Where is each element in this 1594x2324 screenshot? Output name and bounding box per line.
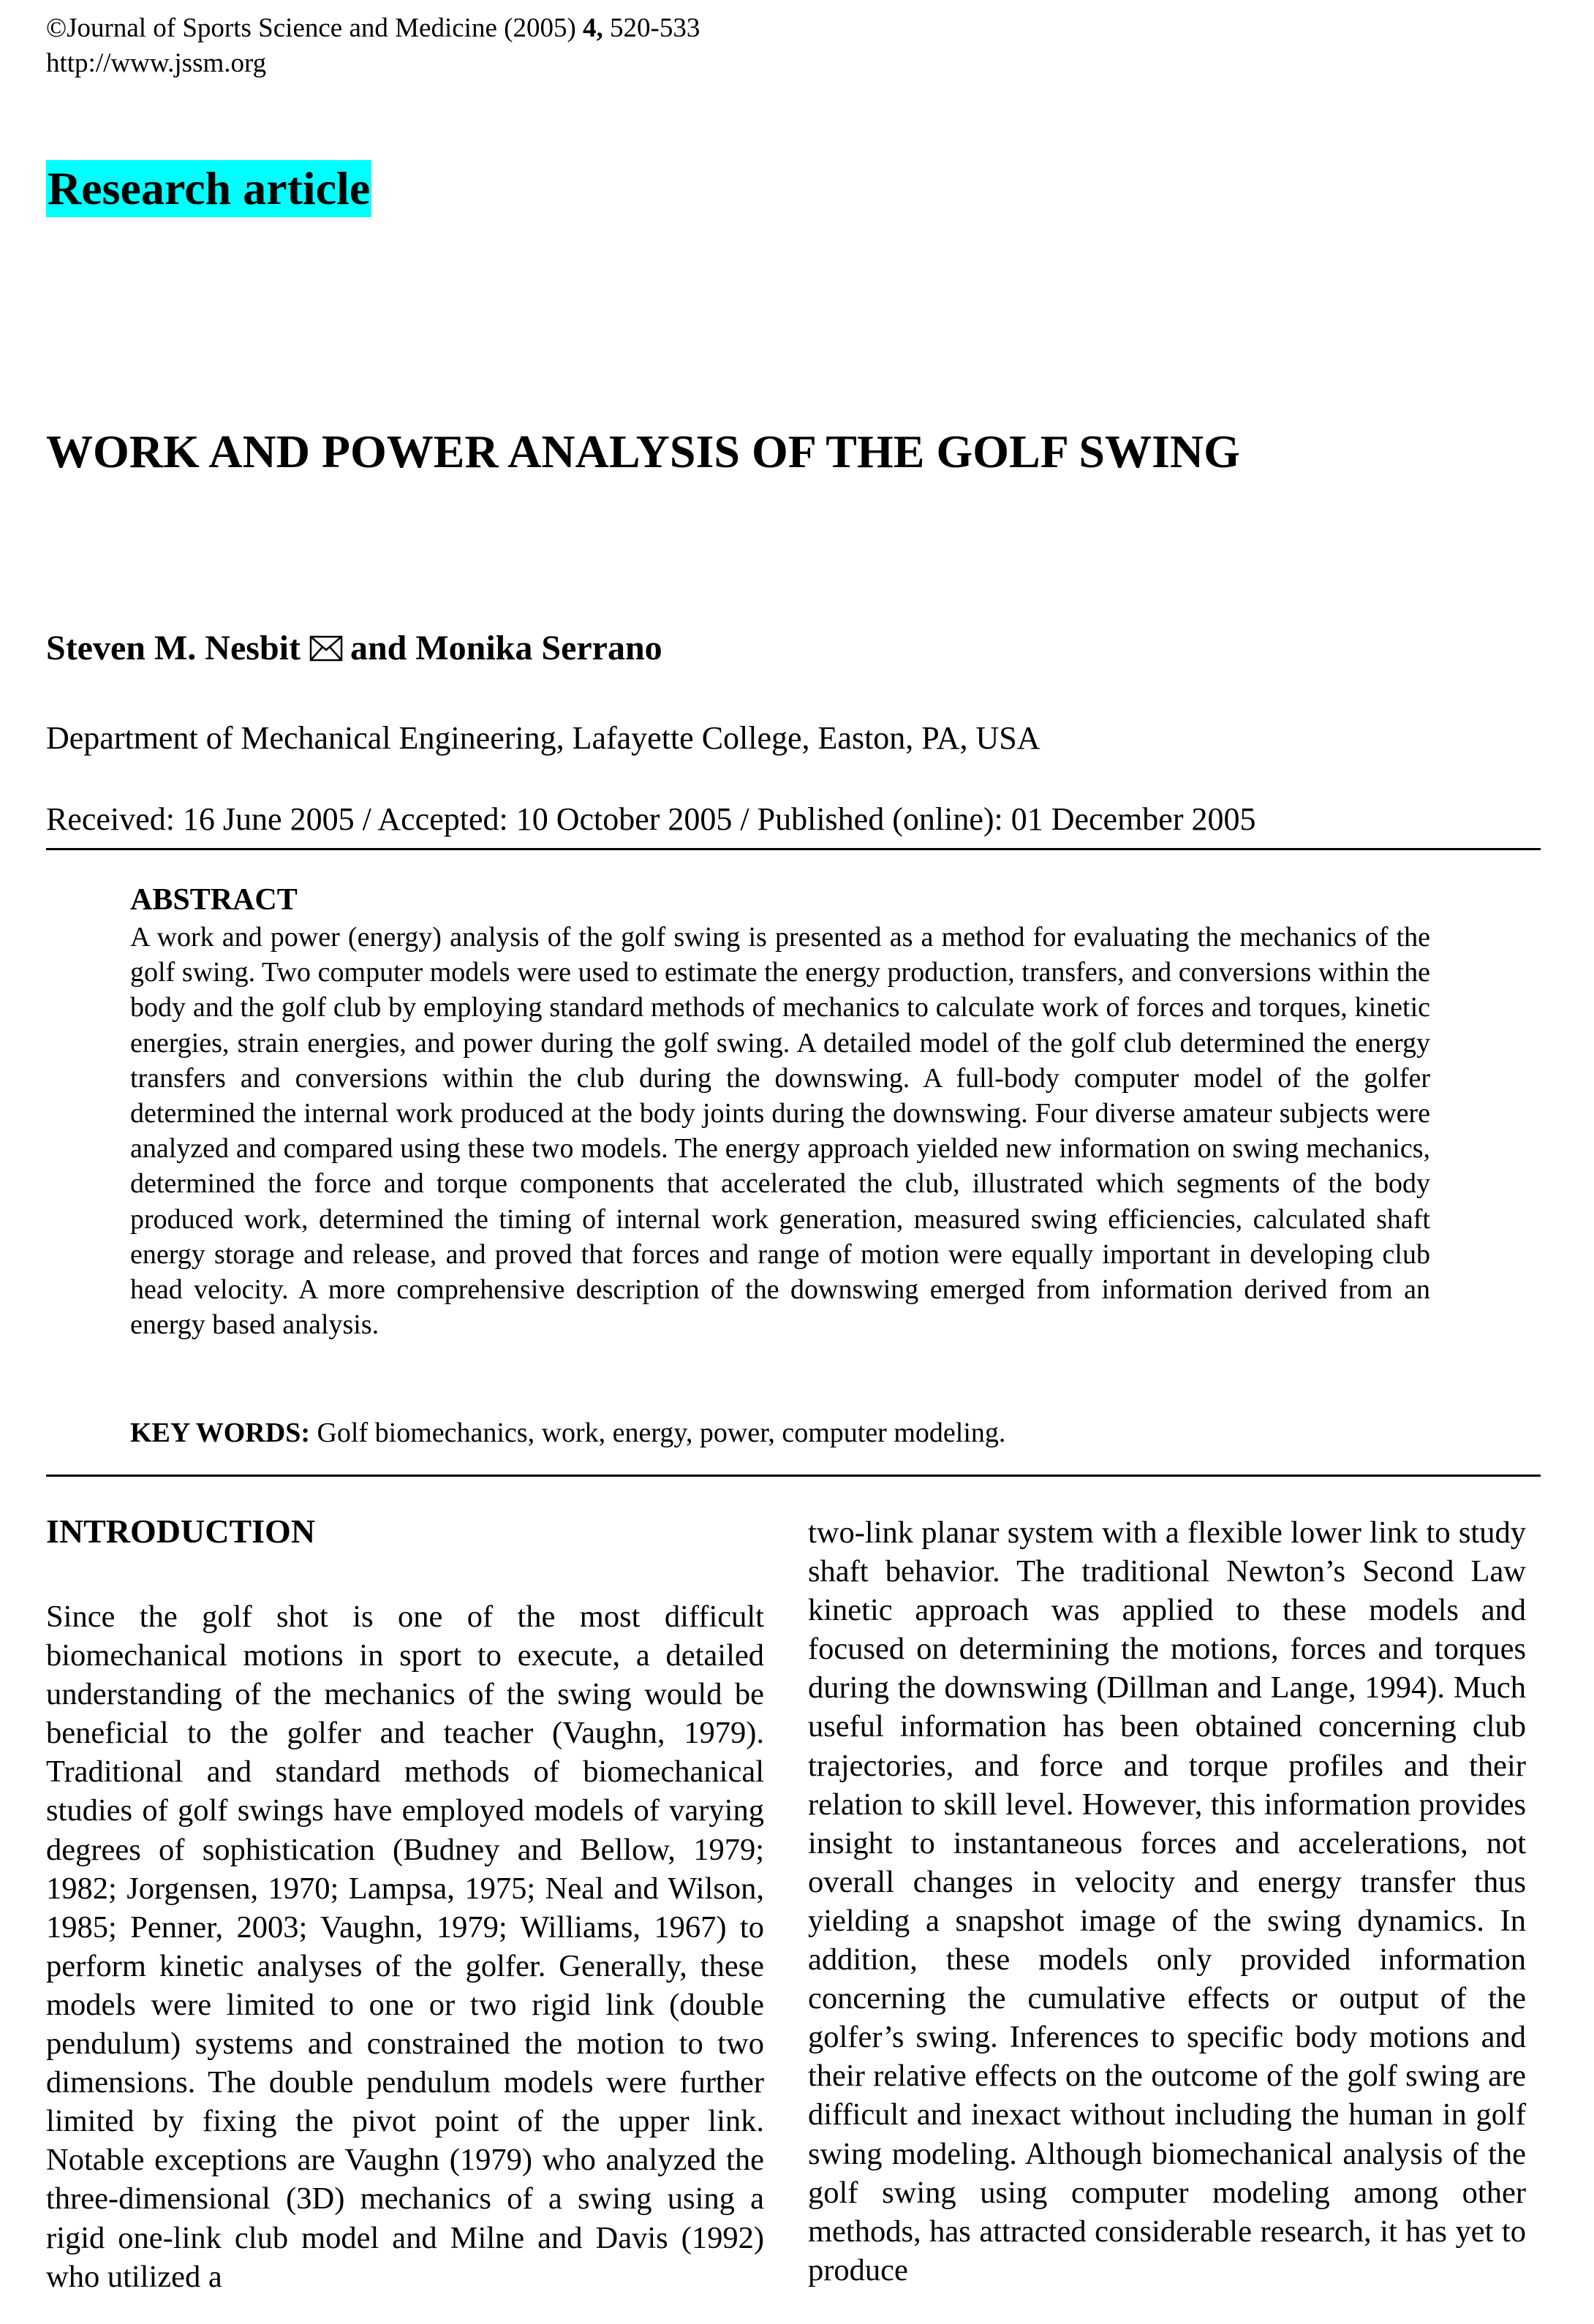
article-title: WORK AND POWER ANALYSIS OF THE GOLF SWING: [46, 425, 1240, 477]
keywords-text: Golf biomechanics, work, energy, power, computer modeling.: [309, 1418, 1006, 1448]
introduction-heading: INTRODUCTION: [46, 1513, 316, 1550]
introduction-right-column: two-link planar system with a flexible lower link to study shaft behavior. The traditional Newton’s Second Law kinetic approach was applied to these models and focused on determining the motions, forces and torques during the downswing (Dillman and Lange, 1994). Much useful information has been obtained concerning club trajectories, and force and torque profiles and their relation to skill level. However, this information provides insight to instantaneous forces and accelerations, not overall changes in velocity and energy transfer thus yielding a snapshot image of the swing dynamics. In addition, these models only provided information concerning the cumulative effects or output of the golfer’s swing. Inferences to specific body motions and their relative effects on the outcome of the golf swing are difficult and inexact without including the human in golf swing modeling. Although biomechanical analysis of the golf swing using computer modeling among other methods, has attracted considerable research, it has yet to produce: [808, 1515, 1526, 2287]
divider-top: [46, 848, 1541, 850]
keywords: [130, 1415, 1005, 1450]
journal-citation-text: ©Journal of Sports Science and Medicine (2005): [46, 13, 583, 43]
publication-dates: Received: 16 June 2005 / Accepted: 10 October 2005 / Published (online): 01 December 2005: [46, 801, 1256, 837]
journal-pages: 520-533: [603, 13, 700, 43]
abstract-heading: ABSTRACT: [130, 883, 298, 917]
introduction-left-column: Since the golf shot is one of the most difficult biomechanical motions in sport to execute, a detailed understanding of the mechanics of the swing would be beneficial to the golfer and teacher (Vaughn, 1979). Traditional and standard methods of biomechanical studies of golf swings have employed models of varying degrees of sophistication (Budney and Bellow, 1979; 1982; Jorgensen, 1970; Lampsa, 1975; Neal and Wilson, 1985; Penner, 2003; Vaughn, 1979; Williams, 1967) to perform kinetic analyses of the golfer. Generally, these models were limited to one or two rigid link (double pendulum) systems and constrained the motion to two dimensions. The double pendulum models were further limited by fixing the pivot point of the upper link. Notable exceptions are Vaughn (1979) who analyzed the three-dimensional (3D) mechanics of a swing using a rigid one-link club model and Milne and Davis (1992) who utilized a: [46, 1600, 764, 2294]
abstract-body: A work and power (energy) analysis of the golf swing is presented as a method for evaluating the mechanics of the golf swing. Two computer models were used to estimate the energy production, transfers, and conversions within the body and the golf club by employing standard methods of mechanics to calculate work of forces and torques, kinetic energies, strain energies, and power during the golf swing. A detailed model of the golf club determined the energy transfers and conversions within the club during the downswing. A full-body computer model of the golfer determined the internal work produced at the body joints during the downswing. Four diverse amateur subjects were analyzed and compared using these two models. The energy approach yielded new information on swing mechanics, determined the force and torque components that accelerated the club, illustrated which segments of the body produced work, determined the timing of internal work generation, measured swing efficiencies, calculated shaft energy storage and release, and proved that forces and range of motion were equally important in developing club head velocity. A more comprehensive description of the downswing emerged from information derived from an energy based analysis.: [130, 922, 1430, 1341]
affiliation: Department of Mechanical Engineering, Lafayette College, Easton, PA, USA: [46, 720, 1040, 756]
journal-volume: 4,: [583, 13, 603, 43]
keywords-label: KEY WORDS:: [130, 1418, 310, 1448]
envelope-icon[interactable]: [309, 635, 343, 662]
author-line: [46, 626, 662, 671]
divider-bottom: [46, 1475, 1541, 1477]
author-rest: and Monika Serrano: [350, 629, 662, 667]
journal-citation: [46, 12, 700, 45]
journal-url[interactable]: http://www.jssm.org: [46, 48, 267, 78]
article-type-label: Research article: [46, 160, 371, 217]
author-first: Steven M. Nesbit: [46, 629, 301, 667]
